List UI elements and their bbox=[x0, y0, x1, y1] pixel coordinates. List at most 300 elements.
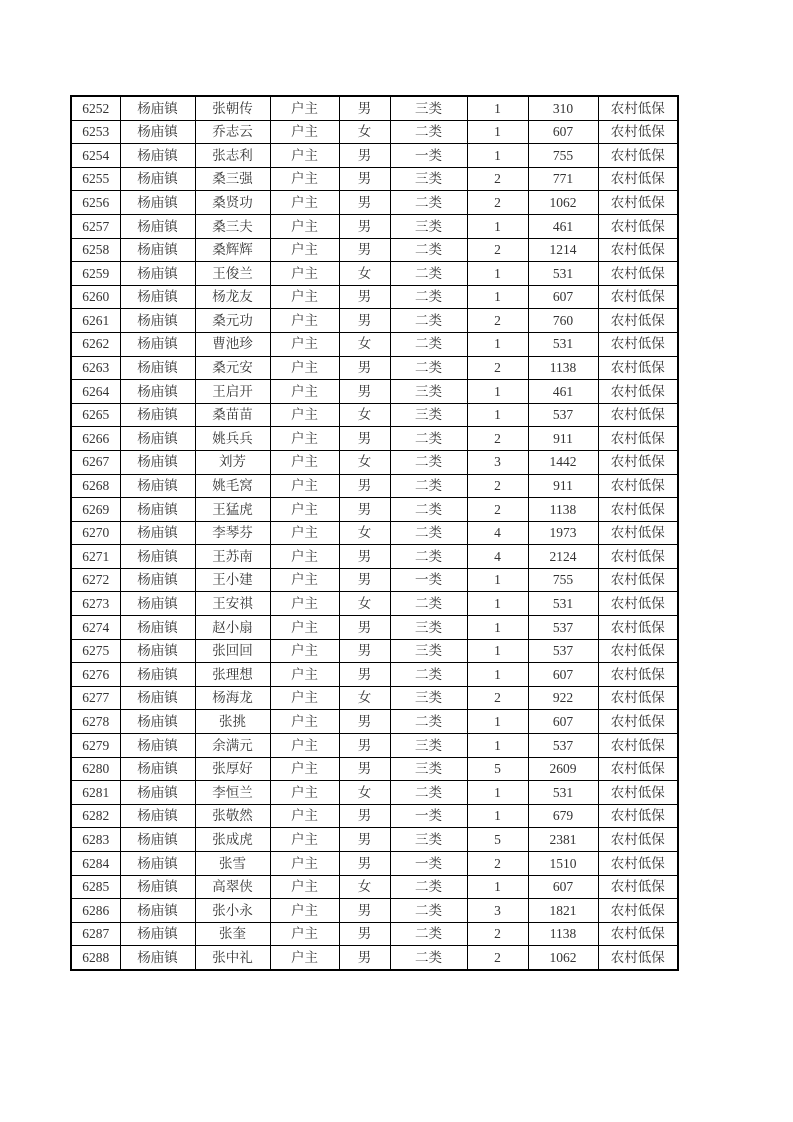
cell-town: 杨庙镇 bbox=[120, 710, 195, 734]
cell-name: 姚毛窝 bbox=[195, 474, 270, 498]
cell-amount: 771 bbox=[528, 167, 598, 191]
cell-persons: 1 bbox=[467, 120, 528, 144]
cell-type: 农村低保 bbox=[598, 450, 678, 474]
cell-category: 一类 bbox=[390, 568, 467, 592]
cell-category: 二类 bbox=[390, 875, 467, 899]
table-row bbox=[71, 144, 678, 168]
cell-category: 三类 bbox=[390, 828, 467, 852]
cell-town: 杨庙镇 bbox=[120, 828, 195, 852]
cell-category: 二类 bbox=[390, 545, 467, 569]
cell-relation: 户主 bbox=[270, 120, 339, 144]
cell-persons: 1 bbox=[467, 96, 528, 120]
cell-relation: 户主 bbox=[270, 568, 339, 592]
cell-persons: 5 bbox=[467, 757, 528, 781]
cell-amount: 607 bbox=[528, 710, 598, 734]
cell-relation: 户主 bbox=[270, 285, 339, 309]
cell-town: 杨庙镇 bbox=[120, 498, 195, 522]
cell-amount: 1138 bbox=[528, 498, 598, 522]
cell-town: 杨庙镇 bbox=[120, 616, 195, 640]
cell-gender: 男 bbox=[339, 804, 390, 828]
cell-persons: 2 bbox=[467, 238, 528, 262]
cell-town: 杨庙镇 bbox=[120, 781, 195, 805]
cell-name: 张奎 bbox=[195, 922, 270, 946]
cell-relation: 户主 bbox=[270, 356, 339, 380]
cell-amount: 1821 bbox=[528, 899, 598, 923]
cell-relation: 户主 bbox=[270, 922, 339, 946]
cell-persons: 1 bbox=[467, 403, 528, 427]
cell-name: 桑苗苗 bbox=[195, 403, 270, 427]
cell-gender: 男 bbox=[339, 946, 390, 970]
cell-relation: 户主 bbox=[270, 214, 339, 238]
cell-name: 王俊兰 bbox=[195, 262, 270, 286]
cell-gender: 男 bbox=[339, 309, 390, 333]
table-row bbox=[71, 285, 678, 309]
cell-amount: 607 bbox=[528, 875, 598, 899]
cell-type: 农村低保 bbox=[598, 474, 678, 498]
cell-type: 农村低保 bbox=[598, 686, 678, 710]
cell-name: 杨海龙 bbox=[195, 686, 270, 710]
table-row bbox=[71, 262, 678, 286]
cell-persons: 3 bbox=[467, 899, 528, 923]
cell-relation: 户主 bbox=[270, 403, 339, 427]
cell-type: 农村低保 bbox=[598, 214, 678, 238]
cell-gender: 男 bbox=[339, 498, 390, 522]
cell-town: 杨庙镇 bbox=[120, 804, 195, 828]
cell-amount: 537 bbox=[528, 734, 598, 758]
cell-town: 杨庙镇 bbox=[120, 380, 195, 404]
cell-id: 6275 bbox=[71, 639, 120, 663]
cell-type: 农村低保 bbox=[598, 238, 678, 262]
table-row bbox=[71, 474, 678, 498]
cell-name: 姚兵兵 bbox=[195, 427, 270, 451]
table-row bbox=[71, 498, 678, 522]
table-row bbox=[71, 356, 678, 380]
cell-category: 二类 bbox=[390, 592, 467, 616]
cell-persons: 1 bbox=[467, 804, 528, 828]
table-row bbox=[71, 639, 678, 663]
cell-name: 桑辉辉 bbox=[195, 238, 270, 262]
cell-town: 杨庙镇 bbox=[120, 262, 195, 286]
cell-relation: 户主 bbox=[270, 828, 339, 852]
cell-category: 三类 bbox=[390, 403, 467, 427]
table-row bbox=[71, 922, 678, 946]
cell-town: 杨庙镇 bbox=[120, 734, 195, 758]
cell-amount: 922 bbox=[528, 686, 598, 710]
cell-persons: 1 bbox=[467, 380, 528, 404]
table-row bbox=[71, 781, 678, 805]
cell-persons: 1 bbox=[467, 568, 528, 592]
table-row bbox=[71, 757, 678, 781]
cell-relation: 户主 bbox=[270, 899, 339, 923]
cell-relation: 户主 bbox=[270, 686, 339, 710]
cell-relation: 户主 bbox=[270, 757, 339, 781]
cell-amount: 1214 bbox=[528, 238, 598, 262]
cell-type: 农村低保 bbox=[598, 828, 678, 852]
cell-name: 桑元功 bbox=[195, 309, 270, 333]
cell-persons: 5 bbox=[467, 828, 528, 852]
cell-relation: 户主 bbox=[270, 309, 339, 333]
cell-amount: 911 bbox=[528, 474, 598, 498]
cell-category: 二类 bbox=[390, 450, 467, 474]
cell-category: 二类 bbox=[390, 356, 467, 380]
cell-gender: 男 bbox=[339, 828, 390, 852]
cell-gender: 男 bbox=[339, 238, 390, 262]
cell-id: 6286 bbox=[71, 899, 120, 923]
cell-amount: 531 bbox=[528, 592, 598, 616]
table-row bbox=[71, 592, 678, 616]
table-row bbox=[71, 450, 678, 474]
cell-gender: 男 bbox=[339, 639, 390, 663]
cell-relation: 户主 bbox=[270, 144, 339, 168]
cell-town: 杨庙镇 bbox=[120, 639, 195, 663]
cell-name: 刘芳 bbox=[195, 450, 270, 474]
cell-type: 农村低保 bbox=[598, 191, 678, 215]
cell-town: 杨庙镇 bbox=[120, 757, 195, 781]
cell-type: 农村低保 bbox=[598, 875, 678, 899]
cell-persons: 4 bbox=[467, 545, 528, 569]
cell-category: 二类 bbox=[390, 474, 467, 498]
welfare-table-container bbox=[70, 95, 679, 971]
table-row bbox=[71, 946, 678, 970]
cell-persons: 2 bbox=[467, 167, 528, 191]
cell-type: 农村低保 bbox=[598, 262, 678, 286]
cell-name: 桑贤功 bbox=[195, 191, 270, 215]
cell-name: 杨龙友 bbox=[195, 285, 270, 309]
cell-town: 杨庙镇 bbox=[120, 356, 195, 380]
table-row bbox=[71, 96, 678, 120]
cell-id: 6278 bbox=[71, 710, 120, 734]
cell-id: 6279 bbox=[71, 734, 120, 758]
table-body bbox=[71, 96, 678, 970]
cell-town: 杨庙镇 bbox=[120, 545, 195, 569]
cell-town: 杨庙镇 bbox=[120, 663, 195, 687]
cell-relation: 户主 bbox=[270, 521, 339, 545]
cell-relation: 户主 bbox=[270, 781, 339, 805]
cell-gender: 男 bbox=[339, 380, 390, 404]
cell-id: 6252 bbox=[71, 96, 120, 120]
cell-persons: 1 bbox=[467, 875, 528, 899]
cell-category: 二类 bbox=[390, 781, 467, 805]
cell-category: 二类 bbox=[390, 946, 467, 970]
cell-category: 二类 bbox=[390, 498, 467, 522]
cell-name: 李琴芬 bbox=[195, 521, 270, 545]
cell-relation: 户主 bbox=[270, 380, 339, 404]
cell-id: 6264 bbox=[71, 380, 120, 404]
cell-relation: 户主 bbox=[270, 946, 339, 970]
cell-gender: 女 bbox=[339, 592, 390, 616]
cell-name: 乔志云 bbox=[195, 120, 270, 144]
cell-type: 农村低保 bbox=[598, 781, 678, 805]
cell-relation: 户主 bbox=[270, 167, 339, 191]
cell-relation: 户主 bbox=[270, 545, 339, 569]
table-row bbox=[71, 238, 678, 262]
cell-amount: 755 bbox=[528, 144, 598, 168]
cell-amount: 537 bbox=[528, 403, 598, 427]
cell-name: 桑元安 bbox=[195, 356, 270, 380]
table-row bbox=[71, 568, 678, 592]
cell-id: 6277 bbox=[71, 686, 120, 710]
cell-gender: 女 bbox=[339, 262, 390, 286]
cell-amount: 2609 bbox=[528, 757, 598, 781]
cell-name: 张雪 bbox=[195, 852, 270, 876]
cell-gender: 女 bbox=[339, 332, 390, 356]
cell-town: 杨庙镇 bbox=[120, 592, 195, 616]
cell-relation: 户主 bbox=[270, 710, 339, 734]
cell-gender: 男 bbox=[339, 757, 390, 781]
cell-category: 三类 bbox=[390, 686, 467, 710]
cell-amount: 1138 bbox=[528, 356, 598, 380]
cell-type: 农村低保 bbox=[598, 663, 678, 687]
cell-amount: 755 bbox=[528, 568, 598, 592]
cell-town: 杨庙镇 bbox=[120, 285, 195, 309]
table-row bbox=[71, 734, 678, 758]
cell-persons: 2 bbox=[467, 474, 528, 498]
cell-amount: 461 bbox=[528, 214, 598, 238]
cell-town: 杨庙镇 bbox=[120, 167, 195, 191]
cell-name: 张敬然 bbox=[195, 804, 270, 828]
cell-category: 二类 bbox=[390, 191, 467, 215]
cell-id: 6281 bbox=[71, 781, 120, 805]
cell-id: 6265 bbox=[71, 403, 120, 427]
cell-name: 王启开 bbox=[195, 380, 270, 404]
cell-type: 农村低保 bbox=[598, 545, 678, 569]
cell-category: 二类 bbox=[390, 332, 467, 356]
table-row bbox=[71, 710, 678, 734]
cell-town: 杨庙镇 bbox=[120, 238, 195, 262]
cell-gender: 男 bbox=[339, 899, 390, 923]
cell-amount: 2124 bbox=[528, 545, 598, 569]
cell-category: 二类 bbox=[390, 899, 467, 923]
cell-persons: 1 bbox=[467, 639, 528, 663]
cell-gender: 男 bbox=[339, 427, 390, 451]
cell-name: 李恒兰 bbox=[195, 781, 270, 805]
table-row bbox=[71, 616, 678, 640]
table-row bbox=[71, 120, 678, 144]
cell-type: 农村低保 bbox=[598, 332, 678, 356]
table-row bbox=[71, 380, 678, 404]
table-row bbox=[71, 852, 678, 876]
cell-name: 张朝传 bbox=[195, 96, 270, 120]
cell-amount: 679 bbox=[528, 804, 598, 828]
cell-name: 张回回 bbox=[195, 639, 270, 663]
cell-id: 6283 bbox=[71, 828, 120, 852]
cell-amount: 537 bbox=[528, 616, 598, 640]
table-row bbox=[71, 403, 678, 427]
cell-type: 农村低保 bbox=[598, 403, 678, 427]
cell-gender: 女 bbox=[339, 781, 390, 805]
cell-name: 桑三夫 bbox=[195, 214, 270, 238]
cell-persons: 1 bbox=[467, 592, 528, 616]
cell-gender: 男 bbox=[339, 616, 390, 640]
cell-persons: 2 bbox=[467, 309, 528, 333]
cell-category: 二类 bbox=[390, 922, 467, 946]
cell-id: 6257 bbox=[71, 214, 120, 238]
cell-id: 6266 bbox=[71, 427, 120, 451]
cell-gender: 女 bbox=[339, 450, 390, 474]
cell-gender: 男 bbox=[339, 852, 390, 876]
cell-type: 农村低保 bbox=[598, 804, 678, 828]
cell-relation: 户主 bbox=[270, 875, 339, 899]
cell-gender: 男 bbox=[339, 734, 390, 758]
cell-type: 农村低保 bbox=[598, 899, 678, 923]
cell-id: 6269 bbox=[71, 498, 120, 522]
cell-id: 6263 bbox=[71, 356, 120, 380]
table-row bbox=[71, 828, 678, 852]
cell-gender: 女 bbox=[339, 875, 390, 899]
cell-relation: 户主 bbox=[270, 663, 339, 687]
cell-gender: 男 bbox=[339, 545, 390, 569]
cell-persons: 2 bbox=[467, 498, 528, 522]
cell-town: 杨庙镇 bbox=[120, 144, 195, 168]
cell-category: 二类 bbox=[390, 309, 467, 333]
cell-amount: 1510 bbox=[528, 852, 598, 876]
cell-name: 张成虎 bbox=[195, 828, 270, 852]
cell-category: 二类 bbox=[390, 262, 467, 286]
cell-name: 王猛虎 bbox=[195, 498, 270, 522]
cell-type: 农村低保 bbox=[598, 922, 678, 946]
cell-amount: 911 bbox=[528, 427, 598, 451]
cell-persons: 2 bbox=[467, 946, 528, 970]
cell-town: 杨庙镇 bbox=[120, 120, 195, 144]
cell-id: 6259 bbox=[71, 262, 120, 286]
cell-relation: 户主 bbox=[270, 734, 339, 758]
cell-name: 王小建 bbox=[195, 568, 270, 592]
cell-amount: 1062 bbox=[528, 946, 598, 970]
cell-type: 农村低保 bbox=[598, 167, 678, 191]
cell-type: 农村低保 bbox=[598, 96, 678, 120]
cell-id: 6256 bbox=[71, 191, 120, 215]
cell-persons: 1 bbox=[467, 710, 528, 734]
cell-category: 一类 bbox=[390, 804, 467, 828]
cell-relation: 户主 bbox=[270, 450, 339, 474]
cell-id: 6273 bbox=[71, 592, 120, 616]
cell-id: 6270 bbox=[71, 521, 120, 545]
cell-category: 一类 bbox=[390, 852, 467, 876]
cell-id: 6254 bbox=[71, 144, 120, 168]
cell-category: 三类 bbox=[390, 757, 467, 781]
cell-town: 杨庙镇 bbox=[120, 403, 195, 427]
cell-amount: 537 bbox=[528, 639, 598, 663]
cell-persons: 3 bbox=[467, 450, 528, 474]
cell-id: 6276 bbox=[71, 663, 120, 687]
cell-gender: 男 bbox=[339, 922, 390, 946]
table-row bbox=[71, 686, 678, 710]
table-row bbox=[71, 875, 678, 899]
cell-name: 余满元 bbox=[195, 734, 270, 758]
cell-town: 杨庙镇 bbox=[120, 450, 195, 474]
cell-gender: 男 bbox=[339, 144, 390, 168]
cell-category: 三类 bbox=[390, 96, 467, 120]
cell-category: 三类 bbox=[390, 639, 467, 663]
cell-relation: 户主 bbox=[270, 616, 339, 640]
cell-type: 农村低保 bbox=[598, 144, 678, 168]
cell-amount: 531 bbox=[528, 262, 598, 286]
cell-name: 曹池珍 bbox=[195, 332, 270, 356]
cell-gender: 女 bbox=[339, 521, 390, 545]
cell-name: 王安祺 bbox=[195, 592, 270, 616]
table-row bbox=[71, 167, 678, 191]
cell-persons: 1 bbox=[467, 781, 528, 805]
cell-gender: 男 bbox=[339, 167, 390, 191]
cell-category: 二类 bbox=[390, 285, 467, 309]
cell-category: 二类 bbox=[390, 710, 467, 734]
cell-gender: 男 bbox=[339, 568, 390, 592]
cell-id: 6284 bbox=[71, 852, 120, 876]
cell-type: 农村低保 bbox=[598, 380, 678, 404]
cell-gender: 男 bbox=[339, 285, 390, 309]
cell-type: 农村低保 bbox=[598, 757, 678, 781]
cell-persons: 2 bbox=[467, 191, 528, 215]
cell-persons: 2 bbox=[467, 922, 528, 946]
cell-category: 二类 bbox=[390, 663, 467, 687]
cell-town: 杨庙镇 bbox=[120, 427, 195, 451]
table-row bbox=[71, 214, 678, 238]
cell-town: 杨庙镇 bbox=[120, 852, 195, 876]
cell-amount: 1442 bbox=[528, 450, 598, 474]
cell-gender: 女 bbox=[339, 403, 390, 427]
cell-amount: 760 bbox=[528, 309, 598, 333]
cell-type: 农村低保 bbox=[598, 309, 678, 333]
cell-category: 三类 bbox=[390, 616, 467, 640]
cell-name: 王苏南 bbox=[195, 545, 270, 569]
cell-persons: 2 bbox=[467, 686, 528, 710]
cell-relation: 户主 bbox=[270, 592, 339, 616]
table-row bbox=[71, 545, 678, 569]
cell-gender: 男 bbox=[339, 710, 390, 734]
cell-gender: 男 bbox=[339, 356, 390, 380]
cell-id: 6274 bbox=[71, 616, 120, 640]
cell-id: 6253 bbox=[71, 120, 120, 144]
cell-gender: 女 bbox=[339, 120, 390, 144]
cell-town: 杨庙镇 bbox=[120, 875, 195, 899]
cell-id: 6260 bbox=[71, 285, 120, 309]
cell-persons: 1 bbox=[467, 285, 528, 309]
cell-town: 杨庙镇 bbox=[120, 332, 195, 356]
cell-id: 6287 bbox=[71, 922, 120, 946]
cell-persons: 2 bbox=[467, 427, 528, 451]
cell-relation: 户主 bbox=[270, 238, 339, 262]
cell-name: 张理想 bbox=[195, 663, 270, 687]
table-row bbox=[71, 663, 678, 687]
cell-amount: 2381 bbox=[528, 828, 598, 852]
cell-town: 杨庙镇 bbox=[120, 474, 195, 498]
cell-type: 农村低保 bbox=[598, 120, 678, 144]
cell-persons: 1 bbox=[467, 332, 528, 356]
cell-id: 6285 bbox=[71, 875, 120, 899]
cell-name: 张志利 bbox=[195, 144, 270, 168]
cell-type: 农村低保 bbox=[598, 521, 678, 545]
cell-gender: 男 bbox=[339, 474, 390, 498]
cell-relation: 户主 bbox=[270, 96, 339, 120]
cell-relation: 户主 bbox=[270, 191, 339, 215]
cell-gender: 男 bbox=[339, 214, 390, 238]
cell-town: 杨庙镇 bbox=[120, 521, 195, 545]
cell-amount: 531 bbox=[528, 781, 598, 805]
cell-relation: 户主 bbox=[270, 498, 339, 522]
cell-amount: 1973 bbox=[528, 521, 598, 545]
cell-name: 桑三强 bbox=[195, 167, 270, 191]
cell-id: 6255 bbox=[71, 167, 120, 191]
cell-category: 一类 bbox=[390, 144, 467, 168]
cell-amount: 607 bbox=[528, 285, 598, 309]
cell-type: 农村低保 bbox=[598, 592, 678, 616]
cell-persons: 1 bbox=[467, 734, 528, 758]
cell-type: 农村低保 bbox=[598, 498, 678, 522]
cell-id: 6261 bbox=[71, 309, 120, 333]
table-row bbox=[71, 332, 678, 356]
cell-id: 6282 bbox=[71, 804, 120, 828]
table-row bbox=[71, 899, 678, 923]
